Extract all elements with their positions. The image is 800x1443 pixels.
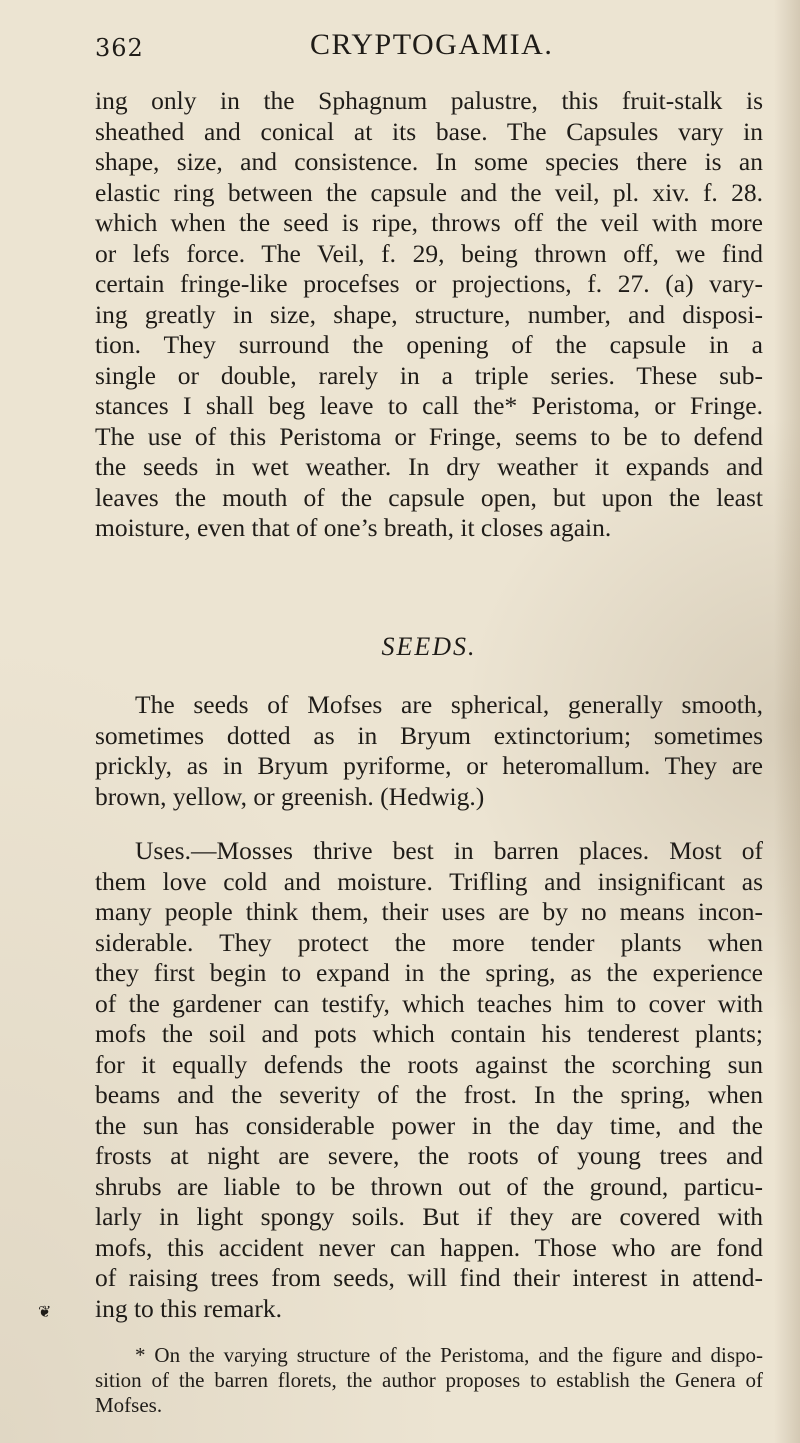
text-line: which when the seed is ripe, throws off the veil with more: [95, 208, 763, 237]
text-line: the sun has considerable power in the day time, and the: [95, 1110, 763, 1140]
text-line: The seeds of Mofses are spherical, generally smooth,: [135, 690, 763, 719]
section-heading-seeds: SEEDS.: [381, 632, 477, 661]
text-line: tion. They surround the opening of the capsule in a: [95, 330, 763, 359]
text-line: prickly, as in Bryum pyriforme, or heteromallum. They are: [95, 751, 763, 780]
text-line: mofs, this accident never can happen. Those who are fond: [95, 1232, 763, 1262]
page-number: 362: [95, 34, 144, 62]
page-edge-shadow: [774, 0, 800, 1443]
text-line: brown, yellow, or greenish. (Hedwig.): [95, 781, 485, 811]
text-line: ing to this remark.: [95, 1293, 282, 1323]
running-head: [95, 28, 763, 68]
text-line: single or double, rarely in a triple series. These sub-: [95, 360, 763, 390]
text-line: the seeds in wet weather. In dry weather it expands and: [95, 452, 763, 481]
text-line: The use of this Peristoma or Fringe, seems to be to defend: [95, 421, 763, 451]
text-line: of the gardener can testify, which teaches him to cover with: [95, 988, 763, 1018]
text-line: certain fringe-like procefses or projections, f. 27. (a) vary-: [95, 269, 763, 298]
text-line: many people think them, their uses are by no means incon-: [95, 897, 763, 926]
text-line: mofs the soil and pots which contain his tenderest plants;: [95, 1019, 763, 1048]
text-line: leaves the mouth of the capsule open, but upon the least: [95, 482, 763, 512]
paragraph-capsules: [95, 86, 763, 544]
text-line: of raising trees from seeds, will find their interest in attend-: [95, 1263, 763, 1292]
footnote-line: sition of the barren florets, the author proposes to establish the Genera of: [95, 1368, 763, 1392]
text-line: beams and the severity of the frost. In the spring, when: [95, 1080, 763, 1109]
footnote-line: Mofses.: [95, 1393, 163, 1417]
text-line: they first begin to expand in the spring, as the experience: [95, 958, 763, 987]
text-line: shape, size, and consistence. In some species there is an: [95, 147, 763, 176]
text-line: sheathed and conical at its base. The Capsules vary in: [95, 116, 763, 146]
text-line: shrubs are liable to be thrown out of the ground, particu-: [95, 1171, 763, 1201]
margin-ornament: ❦: [38, 1302, 52, 1321]
text-line: elastic ring between the capsule and the veil, pl. xiv. f. 28.: [95, 177, 763, 207]
text-line: Uses.—Mosses thrive best in barren places. Most of: [135, 836, 763, 865]
text-line: siderable. They protect the more tender plants when: [95, 927, 763, 957]
text-line: ing only in the Sphagnum palustre, this fruit-stalk is: [95, 86, 763, 115]
text-line: them love cold and moisture. Trifling and insignificant as: [95, 866, 763, 896]
text-line: moisture, even that of one’s breath, it closes again.: [95, 513, 612, 542]
text-line: sometimes dotted as in Bryum extinctorium; sometimes: [95, 720, 763, 750]
text-line: ing greatly in size, shape, structure, number, and disposi-: [95, 299, 763, 329]
footnote: [95, 1343, 763, 1418]
footnote-line: * On the varying structure of the Peristoma, and the figure and dispo-: [135, 1343, 763, 1367]
text-line: frosts at night are severe, the roots of young trees and: [95, 1141, 763, 1170]
text-line: or lefs force. The Veil, f. 29, being thrown off, we find: [95, 238, 763, 268]
text-line: stances I shall beg leave to call the* Peristoma, or Fringe.: [95, 391, 763, 420]
running-title: CRYPTOGAMIA.: [310, 28, 554, 61]
paragraph-uses: [95, 836, 763, 1324]
text-line: larly in light spongy soils. But if they are covered with: [95, 1202, 763, 1231]
text-line: for it equally defends the roots against the scorching sun: [95, 1049, 763, 1079]
paragraph-seeds: [95, 690, 763, 812]
